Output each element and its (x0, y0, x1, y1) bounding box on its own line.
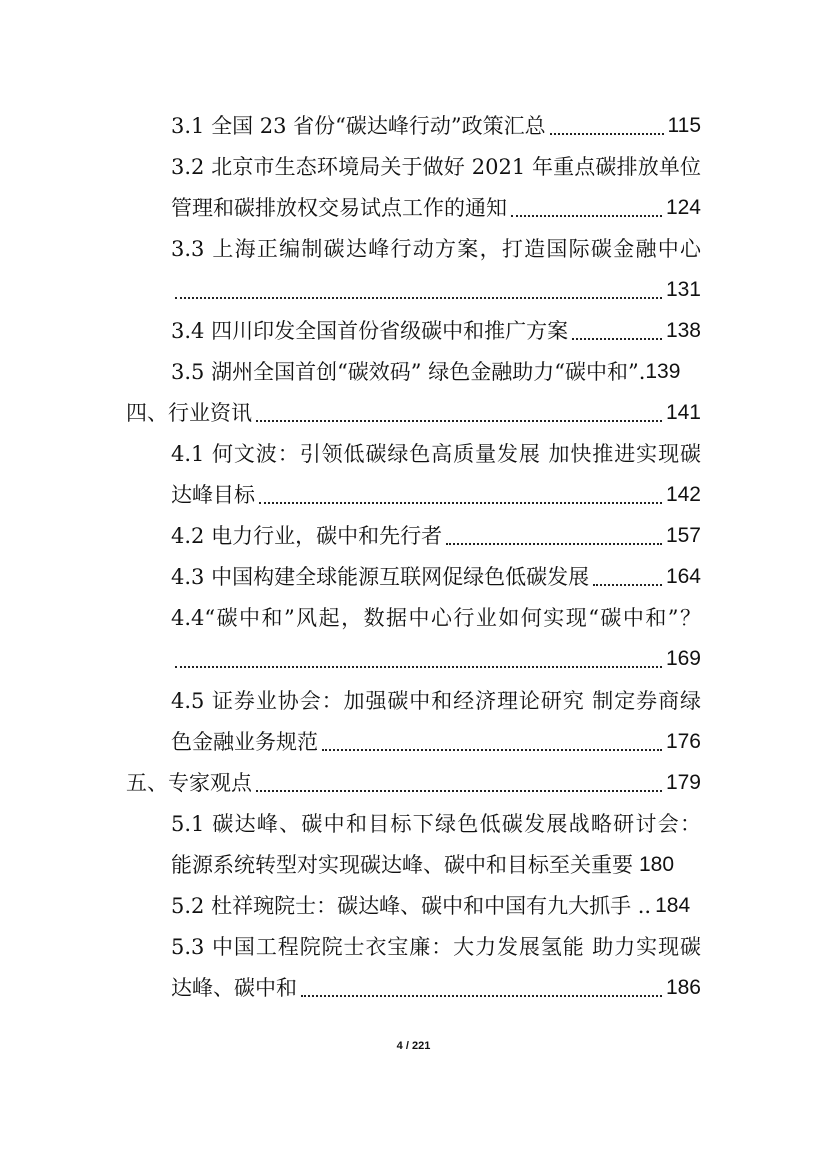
toc-entry[interactable] (171, 313, 701, 349)
toc-entry[interactable] (171, 354, 701, 390)
dot-leader (259, 502, 662, 504)
toc-entry-text-line[interactable]: 3.2 北京市生态环境局关于做好 2021 年重点碳排放单位 (171, 155, 701, 179)
toc-entry-text: 5.2 杜祥琬院士：碳达峰、碳中和中国有九大抓手 .. (171, 894, 652, 918)
dot-leader (301, 995, 662, 997)
toc-entry[interactable] (171, 724, 701, 760)
dot-leader (175, 297, 662, 299)
toc-entry-page: 184 (655, 894, 691, 917)
toc-entry-text: 3.5 湖州全国首创“碳效码” 绿色金融助力“碳中和”. (171, 360, 646, 384)
toc-entry-page: 180 (639, 853, 675, 876)
toc-entry-page: 142 (665, 483, 701, 506)
toc-entry[interactable] (171, 559, 701, 595)
toc-entry-text-line[interactable]: 5.3 中国工程院院士衣宝廉：大力发展氢能 助力实现碳 (171, 935, 701, 959)
dot-leader (593, 584, 662, 586)
page-number-footer: 4 / 221 (396, 1040, 431, 1052)
dot-leader (256, 420, 662, 422)
toc-entry-text: 管理和碳排放权交易试点工作的通知 (171, 196, 507, 220)
toc-entry[interactable] (171, 190, 701, 226)
toc-section-entry[interactable] (126, 765, 701, 801)
toc-entry-page: 176 (665, 730, 701, 753)
dot-leader (550, 133, 664, 135)
toc-entry-page: 179 (665, 771, 701, 794)
toc-entry-text: 3.4 四川印发全国首份省级碳中和推广方案 (171, 319, 569, 343)
toc-entry[interactable] (171, 641, 701, 677)
toc-entry-page: 164 (665, 565, 701, 588)
toc-section-entry[interactable] (126, 395, 701, 431)
toc-entry-text-line[interactable]: 5.1 碳达峰、碳中和目标下绿色低碳发展战略研讨会： (171, 812, 701, 836)
dot-leader (322, 749, 662, 751)
toc-entry[interactable] (171, 477, 701, 513)
dot-leader (511, 215, 662, 217)
dot-leader (572, 338, 662, 340)
toc-entry[interactable] (171, 272, 701, 308)
toc-entry-page: 124 (665, 196, 701, 219)
toc-entry-page: 169 (665, 647, 701, 670)
toc-entry[interactable] (171, 847, 701, 883)
toc-entry-page: 115 (667, 114, 701, 137)
toc-entry-text: 能源系统转型对实现碳达峰、碳中和目标至关重要 (171, 853, 633, 877)
toc-section-title: 五、专家观点 (126, 771, 252, 795)
toc-entry-text: 3.1 全国 23 省份“碳达峰行动”政策汇总 (171, 114, 546, 138)
toc-entry-page: 186 (665, 976, 701, 999)
toc-entry-text: 达峰目标 (171, 483, 255, 507)
toc-entry-page: 157 (665, 524, 701, 547)
toc-entry[interactable] (171, 888, 701, 924)
toc-entry-text: 达峰、碳中和 (171, 976, 297, 1000)
dot-leader (256, 790, 662, 792)
toc-entry-text-line[interactable]: 4.4“碳中和”风起，数据中心行业如何实现“碳中和”？ (171, 606, 701, 630)
toc-entry-text-line[interactable]: 3.3 上海正编制碳达峰行动方案，打造国际碳金融中心 (171, 237, 701, 261)
toc-entry[interactable] (171, 518, 701, 554)
toc-entry[interactable] (171, 970, 701, 1006)
toc-entry-text: 4.2 电力行业，碳中和先行者 (171, 524, 443, 548)
dot-leader (446, 543, 662, 545)
toc-entry-page: 139 (645, 360, 681, 383)
toc-entry[interactable] (171, 108, 701, 144)
toc-entry-page: 141 (665, 401, 701, 424)
toc-entry-page: 131 (665, 278, 701, 301)
toc-entry-text-line[interactable]: 4.1 何文波：引领低碳绿色高质量发展 加快推进实现碳 (171, 442, 701, 466)
dot-leader (175, 666, 662, 668)
toc-entry-text-line[interactable]: 4.5 证券业协会：加强碳中和经济理论研究 制定券商绿 (171, 689, 701, 713)
toc-entry-text: 4.3 中国构建全球能源互联网促绿色低碳发展 (171, 565, 590, 589)
toc-entry-text: 色金融业务规范 (171, 730, 318, 754)
toc-entry-page: 138 (665, 319, 701, 342)
toc-section-title: 四、行业资讯 (126, 401, 252, 425)
